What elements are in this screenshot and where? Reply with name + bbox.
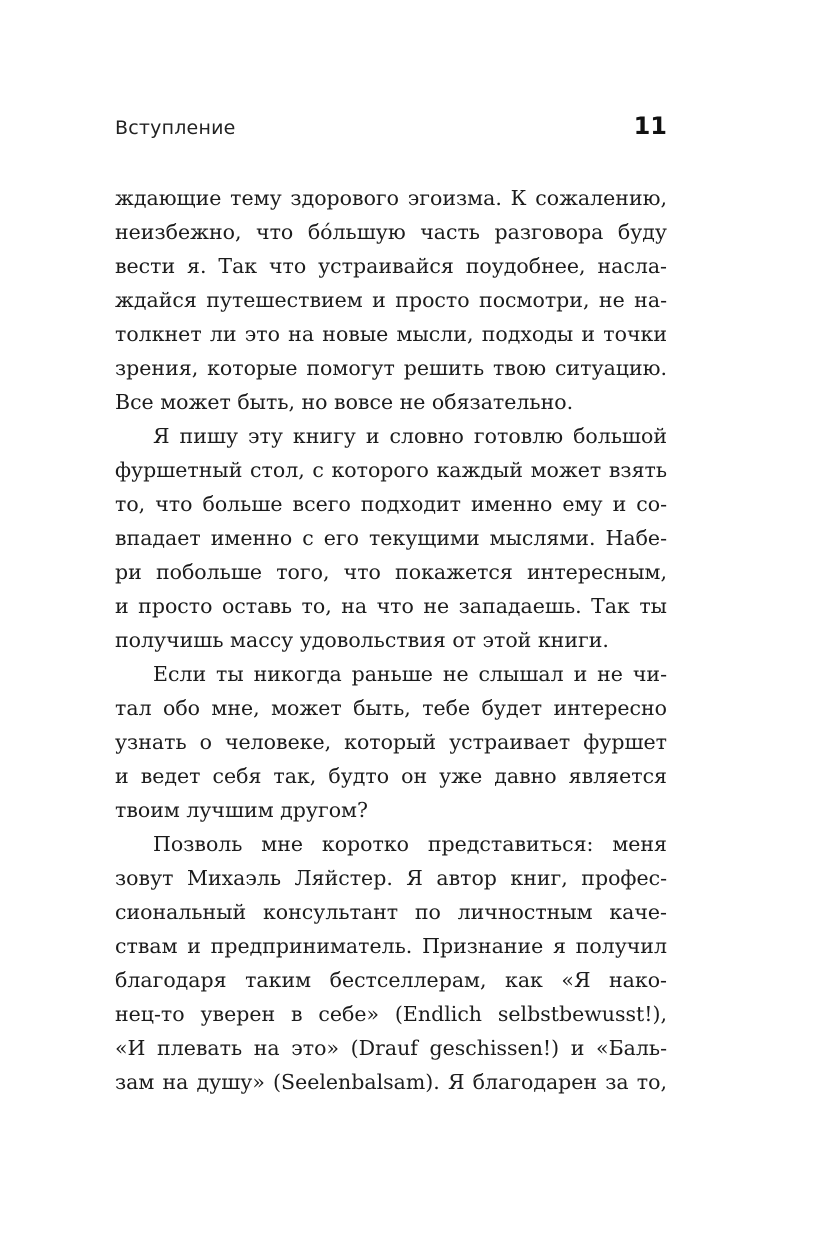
text-line: нец-то уверен в себе» (Endlich selbstbewusst!), [115, 1002, 667, 1026]
paragraph-4 [115, 827, 667, 1099]
text-line: узнать о человеке, который устраивает фуршет [115, 730, 667, 754]
text-line: и ведет себя так, будто он уже давно является [115, 764, 667, 788]
paragraph-1 [115, 181, 667, 419]
text-line: толкнет ли это на новые мысли, подходы и точки [115, 322, 667, 346]
text-line: зрения, которые помогут решить твою ситуацию. [115, 356, 667, 380]
running-head [115, 112, 667, 148]
text-line: фуршетный стол, с которого каждый может взять [115, 458, 667, 482]
section-title: Вступление [115, 117, 236, 139]
text-line: вести я. Так что устраивайся поудобнее, насла- [115, 254, 667, 278]
text-line: тал обо мне, может быть, тебе будет интересно [115, 696, 667, 720]
text-line: сиональный консультант по личностным каче- [115, 900, 667, 924]
text-line: твоим лучшим другом? [115, 798, 368, 822]
text-line: впадает именно с его текущими мыслями. Набе- [115, 526, 667, 550]
text-line: зам на душу» (Seelenbalsam). Я благодарен за то, [115, 1070, 667, 1094]
text-line: ри побольше того, что покажется интересным, [115, 560, 667, 584]
text-line: ствам и предприниматель. Признание я получил [115, 934, 667, 958]
text-line: Если ты никогда раньше не слышал и не чи- [153, 662, 667, 686]
text-line: Все может быть, но вовсе не обязательно. [115, 390, 574, 414]
text-line: «И плевать на это» (Drauf geschissen!) и «Баль- [115, 1036, 667, 1060]
body-text [115, 181, 667, 1099]
text-line: получишь массу удовольствия от этой книги. [115, 628, 609, 652]
text-line: неизбежно, что бо́льшую часть разговора буду [115, 220, 667, 244]
text-line: Позволь мне коротко представиться: меня [153, 832, 667, 856]
page-number: 11 [633, 112, 667, 140]
paragraph-2 [115, 419, 667, 657]
text-line: Я пишу эту книгу и словно готовлю большой [153, 424, 667, 448]
text-line: благодаря таким бестселлерам, как «Я нако- [115, 968, 667, 992]
text-line: ждающие тему здорового эгоизма. К сожалению, [115, 186, 667, 210]
text-line: зовут Михаэль Ляйстер. Я автор книг, профес- [115, 866, 667, 890]
text-line: и просто оставь то, на что не западаешь. Так ты [115, 594, 667, 618]
text-line: ждайся путешествием и просто посмотри, не на- [115, 288, 667, 312]
text-line: то, что больше всего подходит именно ему и со- [115, 492, 667, 516]
paragraph-3 [115, 657, 667, 827]
